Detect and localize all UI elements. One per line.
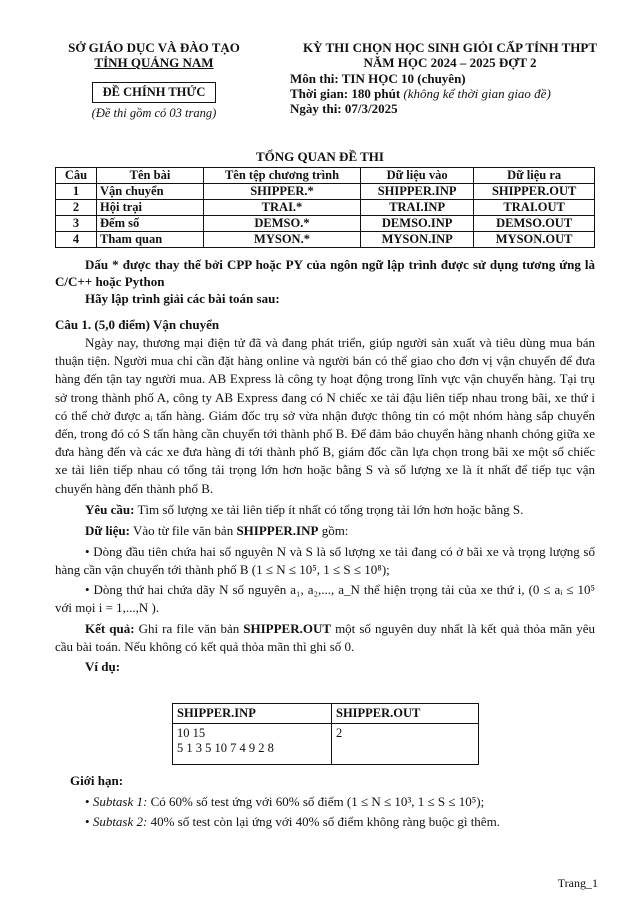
col-header: Câu	[56, 168, 97, 184]
bullet-1-text: Dòng đầu tiên chứa hai số nguyên N và S là số lượng xe tải đang có ở bãi xe và trọng lượng số hàng cần vận chuyển tới thành phố B (1 ≤ N ≤ 10⁵, 1 ≤ S ≤ 10⁸);	[55, 543, 595, 577]
limits-label: Giới hạn:	[70, 773, 124, 788]
exam-title-line2: NĂM HỌC 2024 – 2025 ĐỢT 2	[363, 55, 537, 70]
time-limit	[290, 86, 610, 101]
table-cell: Tham quan	[97, 232, 204, 248]
example-col-header: SHIPPER.OUT	[332, 704, 479, 724]
question1-title: Câu 1. (5,0 điểm) Vận chuyển	[55, 317, 220, 332]
output-spec	[55, 620, 595, 656]
table-cell: SHIPPER.OUT	[474, 184, 595, 200]
bullet-2-text: Dòng thứ hai chứa dãy N số nguyên a₁, a₂,..., a_N thể hiện trọng tải của xe thứ i, (0 ≤ aᵢ ≤ 10⁵ với mọi i = 1,...,N ).	[55, 581, 595, 615]
subject: Môn thi: TIN HỌC 10 (chuyên)	[290, 71, 466, 86]
table-cell: SHIPPER.*	[204, 184, 361, 200]
input-label: Dữ liệu:	[85, 522, 130, 538]
table-cell: SHIPPER.INP	[361, 184, 474, 200]
input-text: Vào từ file văn bản	[130, 522, 237, 538]
limits-heading	[55, 772, 595, 790]
example-header-row	[173, 704, 479, 724]
input-file: SHIPPER.INP	[236, 522, 319, 538]
limits	[55, 772, 595, 831]
exam-title-line1: KỲ THI CHỌN HỌC SINH GIỎI CẤP TỈNH THPT	[302, 40, 597, 55]
time-note: (không kể thời gian giao đề)	[403, 86, 551, 101]
table-cell: TRAI.INP	[361, 200, 474, 216]
output-label: Kết quả:	[85, 620, 135, 636]
table-cell: 1	[56, 184, 97, 200]
output-text-end: một số nguyên duy nhất là kết quả thỏa mãn yêu cầu bài toán. Nếu không có kết quả thỏa mãn thì ghi số 0.	[55, 620, 595, 654]
instruction: Hãy lập trình giải các bài toán sau:	[85, 291, 280, 306]
table-cell: Hội trại	[97, 200, 204, 216]
subtask-2-text: 40% số test còn lại ứng với 40% số điểm không ràng buộc gì thêm.	[147, 814, 500, 829]
example-heading	[55, 658, 595, 676]
table-row	[56, 232, 595, 248]
overview-header-row	[56, 168, 595, 184]
overview-title: TỔNG QUAN ĐỀ THI	[256, 149, 384, 164]
question1	[55, 316, 595, 676]
bullet-2: • Dòng thứ hai chứa dãy N số nguyên a₁, a₂,..., a_N thể hiện trọng tải của xe thứ i, (0 ≤ aᵢ ≤ 10⁵ với mọi i = 1,...,N ).	[55, 581, 595, 615]
example-data-row	[173, 724, 479, 765]
input-text-end: gồm:	[318, 522, 349, 538]
official-label: ĐỀ CHÍNH THỨC	[92, 82, 217, 103]
overview-notes	[55, 256, 595, 307]
subtask-1-text: Có 60% số test ứng với 60% số điểm (1 ≤ N ≤ 10³, 1 ≤ S ≤ 10⁵);	[147, 794, 485, 809]
table-cell: MYSON.INP	[361, 232, 474, 248]
table-cell: DEMSO.INP	[361, 216, 474, 232]
table-cell: DEMSO.*	[204, 216, 361, 232]
example-output-cell: 2	[332, 724, 479, 765]
subtask-2: • Subtask 2: 40% số test còn lại ứng với 40% số điểm không ràng buộc gì thêm.	[85, 814, 500, 829]
output-file: SHIPPER.OUT	[243, 620, 332, 636]
header-right	[290, 40, 610, 116]
table-row	[56, 216, 595, 232]
department-line1: SỞ GIÁO DỤC VÀ ĐÀO TẠO	[68, 40, 240, 55]
example-input-line: 10 15	[177, 726, 206, 740]
language-note: Dấu * được thay thế bởi CPP hoặc PY của ngôn ngữ lập trình được sử dụng tương ứng là C/C++ hoặc Python	[55, 257, 595, 289]
table-cell: MYSON.*	[204, 232, 361, 248]
output-text: Ghi ra file văn bản	[134, 620, 244, 636]
page-number: Trang_1	[557, 876, 598, 890]
requirement	[55, 501, 595, 519]
requirement-text: Tìm số lượng xe tải liên tiếp ít nhất có tổng trọng tải lớn hơn hoặc bằng S.	[134, 501, 524, 517]
col-header: Dữ liệu ra	[474, 168, 595, 184]
table-cell: DEMSO.OUT	[474, 216, 595, 232]
requirement-label: Yêu cầu:	[85, 501, 135, 517]
time-text: Thời gian: 180 phút	[290, 86, 404, 101]
example-col-header: SHIPPER.INP	[173, 704, 332, 724]
table-cell: Vận chuyển	[97, 184, 204, 200]
exam-date: Ngày thi: 07/3/2025	[290, 101, 398, 116]
department-line2: TỈNH QUẢNG NAM	[94, 55, 214, 70]
example-table	[172, 703, 479, 765]
input-spec	[55, 522, 595, 540]
table-cell: TRAI.OUT	[474, 200, 595, 216]
example-input-line: 5 1 3 5 10 7 4 9 2 8	[177, 741, 274, 755]
table-cell: MYSON.OUT	[474, 232, 595, 248]
bullet-1: • Dòng đầu tiên chứa hai số nguyên N và S là số lượng xe tải đang có ở bãi xe và trọng lượng số hàng cần vận chuyển tới thành phố B (1 ≤ N ≤ 10⁵, 1 ≤ S ≤ 10⁸);	[55, 543, 595, 577]
table-cell: 3	[56, 216, 97, 232]
subtask-2-label: Subtask 2:	[92, 814, 148, 829]
col-header: Dữ liệu vào	[361, 168, 474, 184]
table-cell: 2	[56, 200, 97, 216]
example-input-cell	[173, 724, 332, 765]
overview-table	[55, 167, 595, 248]
table-row	[56, 184, 595, 200]
table-row	[56, 200, 595, 216]
col-header: Tên tệp chương trình	[204, 168, 361, 184]
page-count-note: (Đề thi gồm có 03 trang)	[91, 106, 217, 120]
header-left	[40, 40, 268, 121]
table-cell: 4	[56, 232, 97, 248]
table-cell: TRAI.*	[204, 200, 361, 216]
example-label: Ví dụ:	[85, 658, 121, 674]
subtask-1: • Subtask 1: Có 60% số test ứng với 60% số điểm (1 ≤ N ≤ 10³, 1 ≤ S ≤ 10⁵);	[85, 794, 485, 809]
subtask-1-label: Subtask 1:	[92, 794, 148, 809]
col-header: Tên bài	[97, 168, 204, 184]
question1-paragraph: Ngày nay, thương mại điện tử đã và đang phát triển, giúp người sản xuất và tiêu dùng mua bán thuận tiện. Người mua chỉ cần đặt hàng online và người bán có thể giao cho đơn vị vận chuyển để đưa hàng đến tận tay người mua. AB Express là công ty hoạt động trong lĩnh vực vận chuyển hàng. Tại trụ sở trong thành phố A, công ty AB Express đang có N chiếc xe tải đậu liên tiếp nhau trong bãi, xe thứ i có thể chở được aᵢ tấn hàng. Giám đốc trụ sở vừa nhận được thông tin có một nhóm hàng sắp chuyển đến, trong đó có S tấn hàng cần chuyển tới thành phố B. Để đảm bảo chuyển hàng nhanh chóng giữa xe đưa hàng đến và các xe đưa hàng đi tới thành phố B, giám đốc cần lựa chọn trong bãi xe một số chiếc xe tải liên tiếp nhau có tổng tải trọng lớn hơn hoặc bằng S và số lượng xe là ít nhất để tiếp tục vận chuyển hàng đến thành phố B.	[55, 335, 595, 496]
table-cell: Đếm số	[97, 216, 204, 232]
